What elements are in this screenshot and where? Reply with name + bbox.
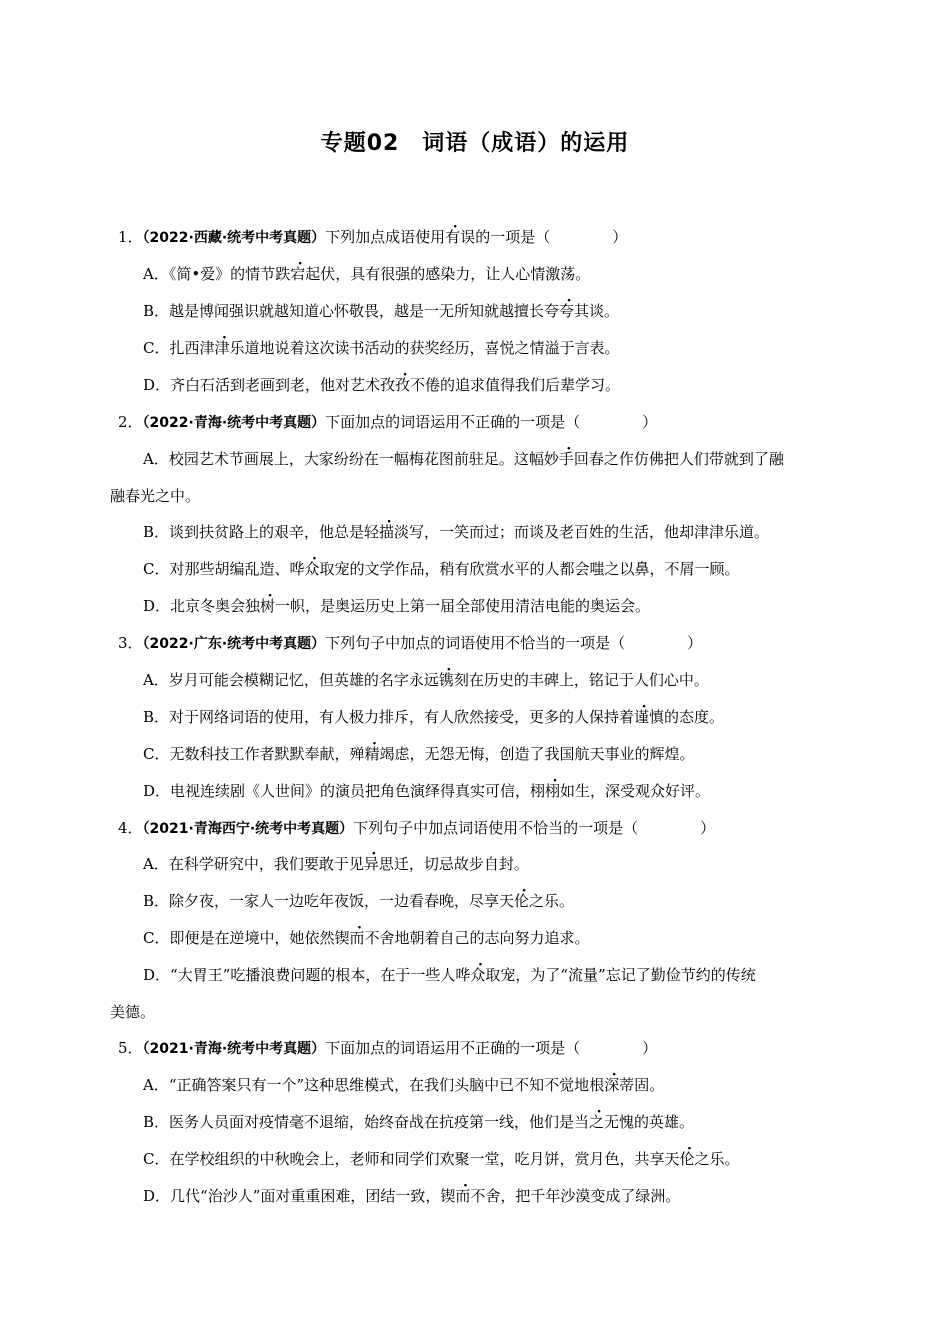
question-source: （2022·青海·统考中考真题） bbox=[142, 415, 326, 431]
emphasized-phrase: 镌刻 bbox=[438, 671, 469, 689]
emphasized-phrase: 根深蒂固 bbox=[589, 1076, 650, 1094]
question-source: （2021·青海·统考中考真题） bbox=[142, 1041, 326, 1057]
question-2-option-d: D．北京冬奥会独树一帜，是奥运历史上第一届全部使用清洁电能的奥运会。 bbox=[143, 597, 651, 615]
question-5-option-c: C．在学校组织的中秋晚会上，老师和同学们欢聚一堂，吃月饼，赏月色，共享天伦之乐。 bbox=[143, 1150, 740, 1168]
question-source: （2022·西藏·统考中考真题） bbox=[142, 230, 326, 246]
emphasized-phrase: 孜孜不倦 bbox=[380, 376, 441, 394]
question-2-option-c: C．对那些胡编乱造、哗众取宠的文学作品，稍有欣赏水平的人都会嗤之以鼻，不屑一顾。 bbox=[143, 560, 740, 578]
question-2-option-b: B．谈到扶贫路上的艰辛，他总是轻描淡写，一笑而过；而谈及老百姓的生活，他却津津乐道。 bbox=[143, 523, 770, 541]
emphasized-phrase: 当之无愧 bbox=[574, 1113, 635, 1131]
emphasized-phrase: 跌宕起伏 bbox=[275, 265, 336, 283]
question-2-option-a: A．校园艺术节画展上，大家纷纷在一幅梅花图前驻足。这幅妙手回春之作仿佛把人们带就到了融 bbox=[143, 450, 784, 468]
emphasized-phrase: 轻描淡写 bbox=[364, 523, 425, 541]
emphasized-phrase: 哗众取宠 bbox=[289, 560, 350, 578]
emphasized-phrase: 见异思迁 bbox=[348, 855, 409, 873]
question-5-stem: 5．（2021·青海·统考中考真题）下面加点的词语运用不正确的一项是（ ） bbox=[118, 1039, 658, 1057]
question-1-stem: 1．（2022·西藏·统考中考真题）下列加点成语使用有误的一项是（ ） bbox=[118, 228, 628, 246]
question-4-option-b: B．除夕夜，一家人一边吃年夜饭，一边看春晚，尽享天伦之乐。 bbox=[143, 892, 575, 910]
emphasized-phrase: 谨慎 bbox=[634, 708, 665, 726]
question-4-option-c: C．即便是在逆境中，她依然锲而不舍地朝着自己的志向努力追求。 bbox=[143, 929, 590, 947]
question-4-option-d: D．“大胃王”吃播浪费问题的根本，在于一些人哗众取宠，为了“流量”忘记了勤俭节约的传统 bbox=[143, 966, 756, 984]
emphasized-phrase: 殚精竭虑 bbox=[349, 745, 410, 763]
question-1-option-a: A．《简•爱》的情节跌宕起伏，具有很强的感染力，让人心情激荡。 bbox=[143, 265, 591, 283]
emphasized-phrase: 锲而不舍 bbox=[334, 929, 395, 947]
question-4-option-d-continued: 美德。 bbox=[110, 1003, 156, 1021]
question-5-option-b: B．医务人员面对疫情毫不退缩，始终奋战在抗疫第一线，他们是当之无愧的英雄。 bbox=[143, 1113, 695, 1131]
question-3-option-c: C．无数科技工作者默默奉献，殚精竭虑，无怨无悔，创造了我国航天事业的辉煌。 bbox=[143, 745, 695, 763]
question-1-option-b: B．越是博闻强识就越知道心怀敬畏，越是一无所知就越擅长夸夸其谈。 bbox=[143, 302, 620, 320]
question-3-option-b: B．对于网络词语的使用，有人极力排斥，有人欣然接受，更多的人保持着谨慎的态度。 bbox=[143, 708, 725, 726]
emphasized-phrase: 锲而不舍 bbox=[440, 1187, 501, 1205]
emphasized-phrase: 有误 bbox=[445, 228, 476, 246]
question-5-option-a: A．“正确答案只有一个”这种思维模式，在我们头脑中已不知不觉地根深蒂固。 bbox=[143, 1076, 665, 1094]
question-2-stem: 2．（2022·青海·统考中考真题）下面加点的词语运用不正确的一项是（ ） bbox=[118, 413, 658, 431]
question-source: （2021·青海西宁·统考中考真题） bbox=[142, 821, 354, 837]
question-2-option-a-continued: 融春光之中。 bbox=[110, 487, 201, 505]
emphasized-phrase: 津津乐道 bbox=[199, 339, 260, 357]
emphasized-phrase: 独树一帜 bbox=[245, 597, 306, 615]
emphasized-phrase: 天伦之乐 bbox=[499, 892, 560, 910]
question-1-option-c: C．扎西津津乐道地说着这次读书活动的获奖经历，喜悦之情溢于言表。 bbox=[143, 339, 620, 357]
page-title: 专题02 词语（成语）的运用 bbox=[320, 131, 630, 156]
emphasized-phrase: 夸夸其谈 bbox=[544, 302, 605, 320]
question-4-stem: 4．（2021·青海西宁·统考中考真题）下列句子中加点词语使用不恰当的一项是（ ） bbox=[118, 819, 716, 837]
question-1-option-d: D．齐白石活到老画到老，他对艺术孜孜不倦的追求值得我们后辈学习。 bbox=[143, 376, 621, 394]
question-3-option-a: A．岁月可能会模糊记忆，但英雄的名字永远镌刻在历史的丰碑上，铭记于人们心中。 bbox=[143, 671, 709, 689]
question-source: （2022·广东·统考中考真题） bbox=[142, 636, 326, 652]
emphasized-phrase: 天伦之乐 bbox=[664, 1150, 725, 1168]
question-5-option-d: D．几代“治沙人”面对重重困难，团结一致，锲而不舍，把千年沙漠变成了绿洲。 bbox=[143, 1187, 681, 1205]
question-3-stem: 3．（2022·广东·统考中考真题）下列句子中加点的词语使用不恰当的一项是（ ） bbox=[118, 634, 703, 652]
emphasized-phrase: 妙手回春 bbox=[543, 450, 604, 468]
question-4-option-a: A．在科学研究中，我们要敢于见异思迁，切忌故步自封。 bbox=[143, 855, 529, 873]
emphasized-phrase: 哗众取宠 bbox=[455, 966, 516, 984]
emphasized-phrase: 栩栩如生 bbox=[530, 782, 591, 800]
question-3-option-d: D．电视连续剧《人世间》的演员把角色演绎得真实可信，栩栩如生，深受观众好评。 bbox=[143, 782, 711, 800]
